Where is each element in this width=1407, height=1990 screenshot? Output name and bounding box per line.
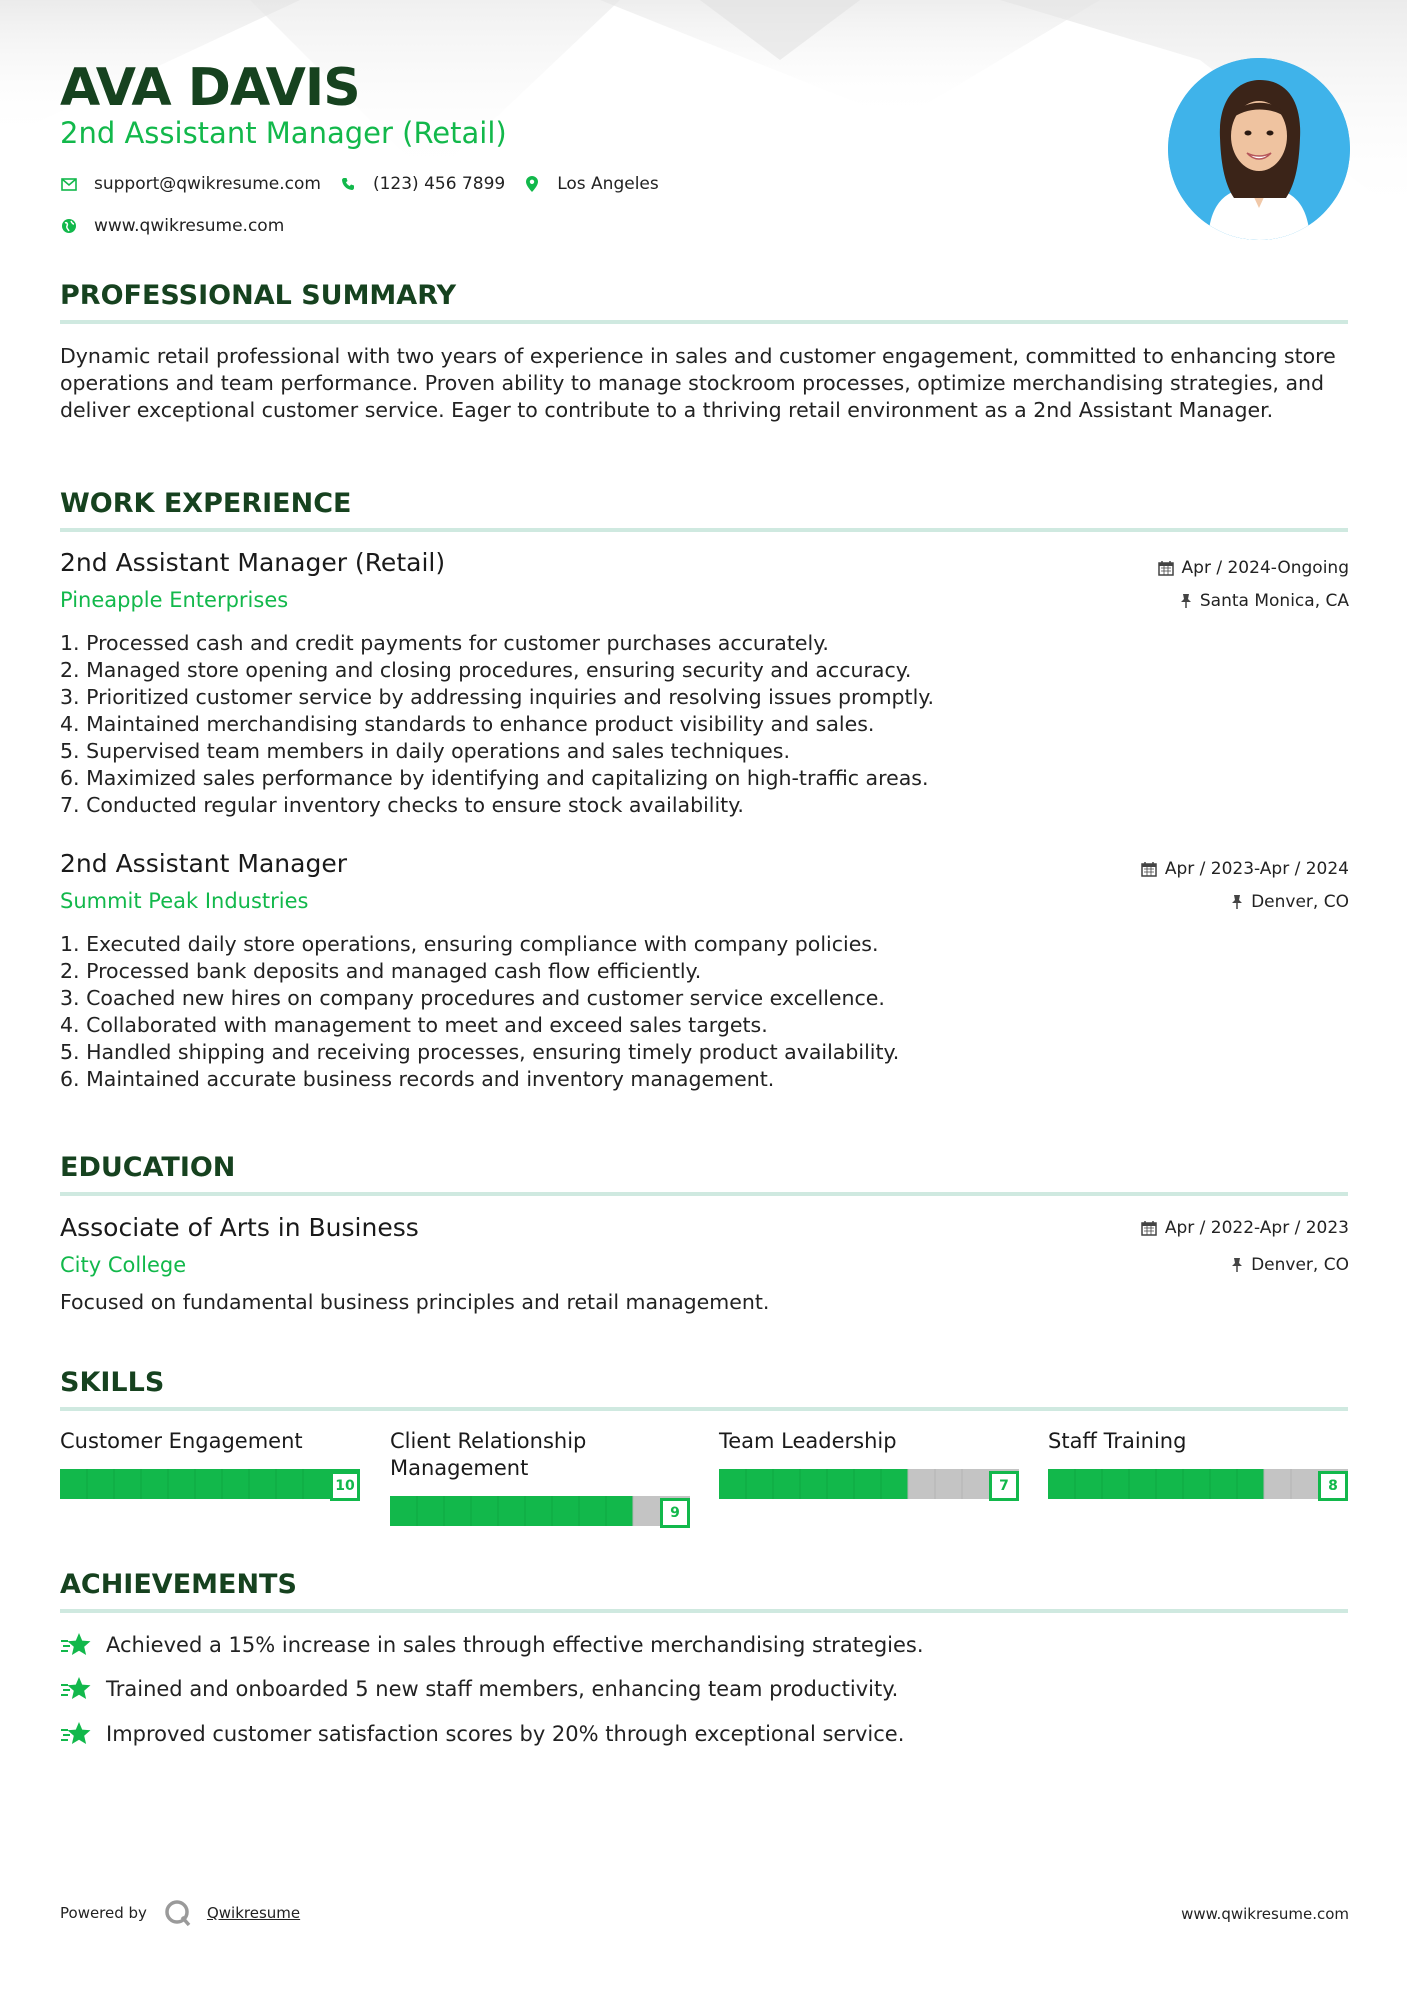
skill-segment: [1048, 1469, 1076, 1499]
brand-link[interactable]: Qwikresume: [206, 1904, 301, 1922]
star-icon: [60, 1676, 92, 1702]
star-icon: [60, 1632, 92, 1658]
skill-segment: [800, 1469, 828, 1499]
skill-item: [60, 1428, 360, 1494]
email-link[interactable]: support@qwikresume.com: [94, 174, 321, 194]
skill-segment: [773, 1469, 801, 1499]
skill-segment: [60, 1469, 88, 1499]
list-item: 6. Maximized sales performance by identifying and capitalizing on high-traffic areas.: [60, 766, 929, 790]
job-dates: [1158, 558, 1349, 578]
education-dates-text: Apr / 2022-Apr / 2023: [1164, 1218, 1349, 1238]
skills-heading: SKILLS: [60, 1367, 165, 1398]
list-item: 3. Prioritized customer service by addressing inquiries and resolving issues promptly.: [60, 685, 935, 709]
pin-icon: [1231, 1257, 1243, 1273]
skill-segment: [1237, 1469, 1265, 1499]
skill-segment: [746, 1469, 774, 1499]
phone-number: (123) 456 7899: [372, 174, 506, 194]
skill-segment: [417, 1496, 445, 1526]
powered-by-label: Powered by: [60, 1904, 147, 1922]
candidate-name: AVA DAVIS: [60, 58, 360, 118]
education-heading: EDUCATION: [60, 1152, 236, 1183]
skill-item: [1048, 1428, 1348, 1494]
job-dates-text: Apr / 2023-Apr / 2024: [1164, 859, 1349, 879]
list-item: 1. Processed cash and credit payments for customer purchases accurately.: [60, 631, 829, 655]
skill-segment: [719, 1469, 747, 1499]
job-dates-text: Apr / 2024-Ongoing: [1181, 558, 1349, 578]
skill-segment: [935, 1469, 963, 1499]
achievement-item: [60, 1721, 904, 1747]
skill-segment: [827, 1469, 855, 1499]
list-item: 1. Executed daily store operations, ensuring compliance with company policies.: [60, 932, 879, 956]
skill-segment: [1156, 1469, 1184, 1499]
education-divider: [60, 1192, 1348, 1196]
skill-segment: [276, 1469, 304, 1499]
website-row: [60, 214, 302, 238]
skill-segment: [303, 1469, 331, 1499]
candidate-role: 2nd Assistant Manager (Retail): [60, 116, 507, 150]
skill-segment: [525, 1496, 553, 1526]
skill-name: Team Leadership: [719, 1429, 897, 1453]
skill-segment: [1210, 1469, 1238, 1499]
skill-segment: [471, 1496, 499, 1526]
skill-level-badge: 9: [660, 1498, 690, 1528]
degree-title: Associate of Arts in Business: [60, 1213, 419, 1242]
list-item: 7. Conducted regular inventory checks to ensure stock availability.: [60, 793, 744, 817]
map-pin-icon: [523, 175, 541, 193]
achievement-text: Achieved a 15% increase in sales through effective merchandising strategies.: [106, 1633, 924, 1657]
education-location: [1231, 1255, 1349, 1275]
skill-bar: [719, 1469, 1019, 1499]
skill-segment: [854, 1469, 882, 1499]
skill-level-badge: 10: [330, 1471, 360, 1501]
skill-bar: [390, 1496, 690, 1526]
skill-item: [390, 1428, 690, 1521]
skill-segment: [1291, 1469, 1319, 1499]
experience-heading: WORK EXPERIENCE: [60, 488, 352, 519]
calendar-icon: [1141, 861, 1157, 877]
skill-segment: [1075, 1469, 1103, 1499]
pin-icon: [1231, 894, 1243, 910]
skill-segment: [87, 1469, 115, 1499]
company-name: Pineapple Enterprises: [60, 588, 289, 612]
summary-divider: [60, 320, 1348, 324]
skill-segment: [552, 1496, 580, 1526]
skills-divider: [60, 1407, 1348, 1411]
achievements-heading: ACHIEVEMENTS: [60, 1569, 297, 1600]
calendar-icon: [1141, 1220, 1157, 1236]
summary-heading: PROFESSIONAL SUMMARY: [60, 280, 457, 311]
skill-segment: [498, 1496, 526, 1526]
skill-segment: [222, 1469, 250, 1499]
location-text: Los Angeles: [557, 174, 659, 194]
qwikresume-logo-icon: [163, 1898, 193, 1928]
achievement-item: [60, 1632, 924, 1658]
skill-segment: [579, 1496, 607, 1526]
achievement-text: Trained and onboarded 5 new staff members, enhancing team productivity.: [106, 1677, 899, 1701]
contact-row: [60, 172, 677, 196]
list-item: 5. Supervised team members in daily operations and sales techniques.: [60, 739, 790, 763]
phone-icon: [339, 175, 357, 193]
job-title: 2nd Assistant Manager: [60, 849, 347, 878]
skill-segment: [141, 1469, 169, 1499]
skill-name: Customer Engagement: [60, 1429, 303, 1453]
job-location: [1180, 591, 1349, 611]
skill-segment: [195, 1469, 223, 1499]
skill-segment: [1183, 1469, 1211, 1499]
website-link[interactable]: www.qwikresume.com: [94, 216, 285, 236]
school-name: City College: [60, 1253, 187, 1277]
skill-segment: [249, 1469, 277, 1499]
star-icon: [60, 1721, 92, 1747]
list-item: 2. Managed store opening and closing procedures, ensuring security and accuracy.: [60, 658, 912, 682]
job-location-text: Denver, CO: [1251, 892, 1349, 912]
list-item: 4. Maintained merchandising standards to enhance product visibility and sales.: [60, 712, 875, 736]
achievement-text: Improved customer satisfaction scores by 20% through exceptional service.: [106, 1722, 905, 1746]
skill-bar: [60, 1469, 360, 1499]
job-dates: [1141, 859, 1349, 879]
experience-divider: [60, 528, 1348, 532]
company-name: Summit Peak Industries: [60, 889, 309, 913]
education-location-text: Denver, CO: [1251, 1255, 1349, 1275]
list-item: 2. Processed bank deposits and managed cash flow efficiently.: [60, 959, 702, 983]
education-description: Focused on fundamental business principles and retail management.: [60, 1290, 770, 1314]
education-dates: [1141, 1218, 1349, 1238]
calendar-icon: [1158, 560, 1174, 576]
skill-name: Staff Training: [1048, 1429, 1187, 1453]
list-item: 3. Coached new hires on company procedures and customer service excellence.: [60, 986, 885, 1010]
job-location: [1231, 892, 1349, 912]
envelope-icon: [60, 175, 78, 193]
summary-text: Dynamic retail professional with two years of experience in sales and customer engagement, committed to enhancing store operations and team performance. Proven ability to manage stockroom processes, optimize merchandising strategies, and deliver exceptional customer service. Eager to contribute to a thriving retail environment as a 2nd Assistant Manager.: [60, 344, 1336, 422]
footer-website[interactable]: www.qwikresume.com: [1181, 1905, 1349, 1923]
footer-powered-by: [60, 1898, 300, 1928]
globe-icon: [60, 217, 78, 235]
skill-bar: [1048, 1469, 1348, 1499]
skill-segment: [168, 1469, 196, 1499]
skill-segment: [1129, 1469, 1157, 1499]
skill-segment: [881, 1469, 909, 1499]
job-bullets: [60, 931, 899, 1093]
skill-item: [719, 1428, 1019, 1494]
skill-name: Client Relationship Management: [390, 1429, 587, 1480]
list-item: 5. Handled shipping and receiving processes, ensuring timely product availability.: [60, 1040, 900, 1064]
profile-photo: [1168, 58, 1350, 240]
skill-segment: [390, 1496, 418, 1526]
job-bullets: [60, 630, 934, 819]
skill-segment: [633, 1496, 661, 1526]
list-item: 4. Collaborated with management to meet and exceed sales targets.: [60, 1013, 768, 1037]
skill-level-badge: 8: [1318, 1471, 1348, 1501]
achievements-divider: [60, 1609, 1348, 1613]
skill-level-badge: 7: [989, 1471, 1019, 1501]
skill-segment: [1264, 1469, 1292, 1499]
skill-segment: [606, 1496, 634, 1526]
pin-icon: [1180, 593, 1192, 609]
skill-segment: [444, 1496, 472, 1526]
skill-segment: [962, 1469, 990, 1499]
job-title: 2nd Assistant Manager (Retail): [60, 548, 446, 577]
skill-segment: [908, 1469, 936, 1499]
job-location-text: Santa Monica, CA: [1199, 591, 1349, 611]
list-item: 6. Maintained accurate business records and inventory management.: [60, 1067, 775, 1091]
skill-segment: [114, 1469, 142, 1499]
skill-segment: [1102, 1469, 1130, 1499]
achievement-item: [60, 1676, 898, 1702]
